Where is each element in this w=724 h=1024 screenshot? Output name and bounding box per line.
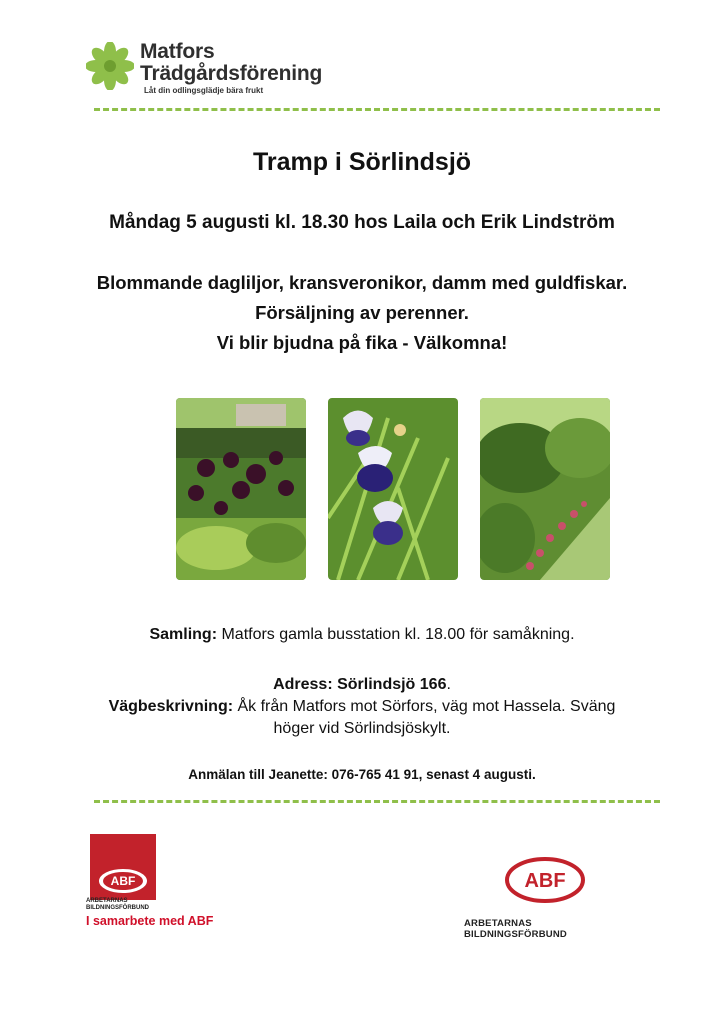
event-description — [40, 268, 684, 358]
abf-small-line2: BILDNINGSFÖRBUND — [86, 905, 149, 911]
abf-small-line1: ARBETARNAS — [86, 898, 128, 904]
abf-right-text: ABF — [524, 870, 566, 892]
iris-photo — [328, 398, 458, 580]
vag-text: Åk från Matfors mot Sörfors, väg mot Hassela. Sväng — [233, 698, 616, 715]
vag-label: Vägbeskrivning: — [108, 698, 234, 715]
abf-left-caption — [86, 898, 166, 912]
samling-line — [60, 624, 664, 646]
bottom-divider — [94, 800, 660, 803]
abf-logo-right — [504, 856, 586, 904]
abf-logo-square — [90, 834, 156, 900]
adress-label: Adress: Sörlindsjö 166 — [273, 676, 447, 693]
adress-tail: . — [446, 676, 451, 693]
vagbeskrivning-line-2: höger vid Sörlindsjöskylt. — [273, 720, 451, 737]
top-divider — [94, 108, 660, 111]
org-name-line2: Trädgårdsförening — [140, 62, 323, 85]
desc-line: Vi blir bjudna på fika - Välkomna! — [216, 332, 508, 353]
abf-logo-text: ABF — [110, 874, 136, 888]
adress-line — [60, 674, 664, 696]
org-logo — [86, 42, 346, 98]
org-tagline: Låt din odlingsglädje bära frukt — [144, 86, 264, 95]
org-name-line1: Matfors — [140, 40, 215, 63]
vagbeskrivning-line — [60, 696, 664, 718]
anmalan-line: Anmälan till Jeanette: 076-765 41 91, senast 4 augusti. — [188, 767, 536, 782]
samling-label: Samling: — [149, 626, 218, 643]
event-date: Måndag 5 augusti kl. 18.30 hos Laila och Erik Lindström — [109, 212, 615, 233]
flower-logo-icon — [86, 42, 134, 90]
desc-line: Försäljning av perenner. — [255, 302, 469, 323]
samarbete-text: I samarbete med ABF — [86, 914, 214, 928]
desc-line: Blommande dagliljor, kransveronikor, damm med guldfiskar. — [96, 272, 628, 293]
garden-bed-photo — [480, 398, 610, 580]
event-title: Tramp i Sörlindsjö — [252, 148, 472, 176]
garden-poppies-photo — [176, 398, 306, 580]
samling-text: Matfors gamla busstation kl. 18.00 för samåkning. — [217, 626, 575, 643]
abf-right-caption: ARBETARNAS BILDNINGSFÖRBUND — [464, 918, 567, 940]
